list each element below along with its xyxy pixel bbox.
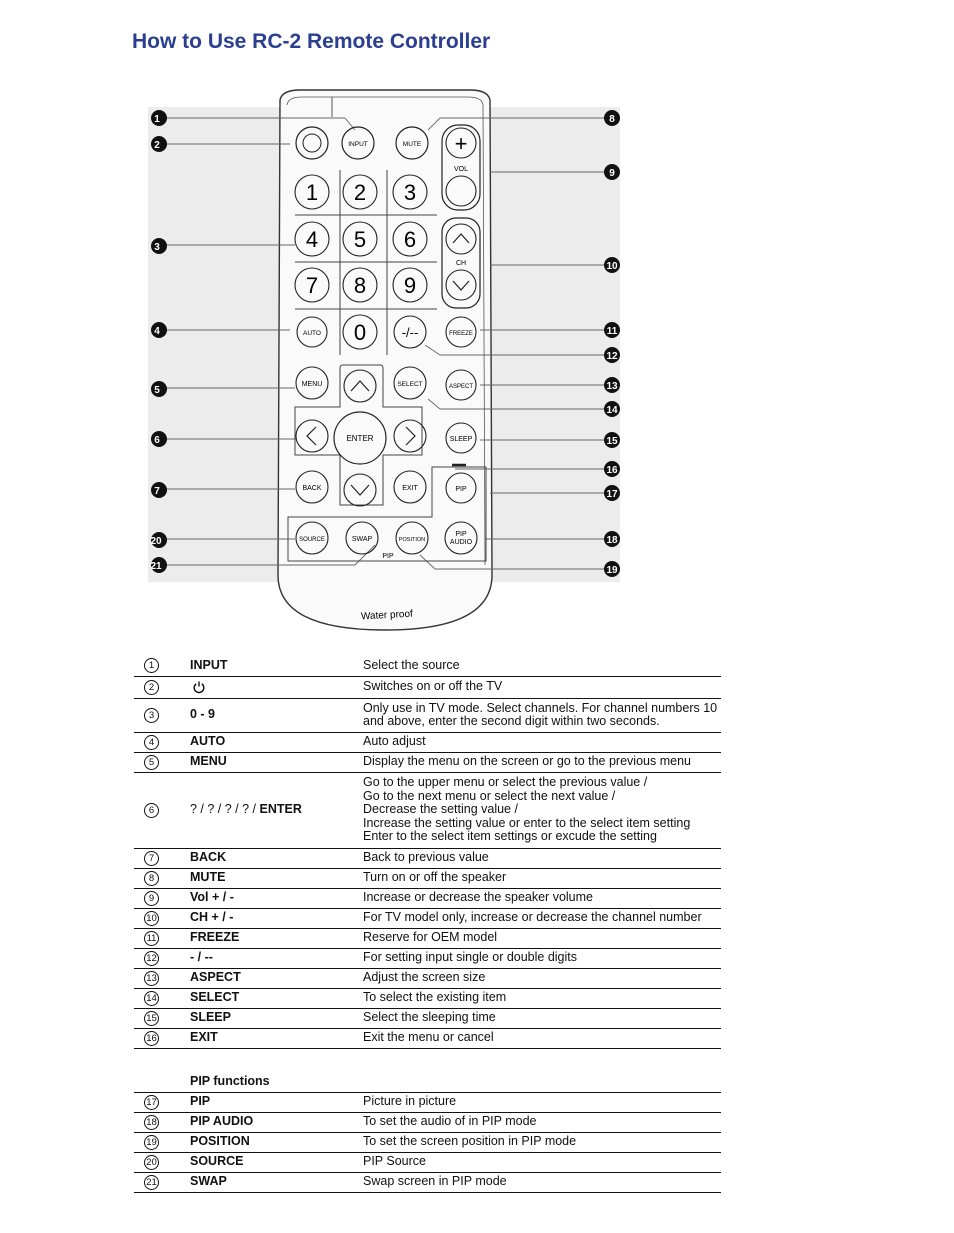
button-name: 0 - 9 (190, 707, 216, 722)
svg-text:18: 18 (606, 535, 618, 546)
svg-text:17: 17 (606, 489, 618, 500)
button-description: Swap screen in PIP mode (363, 1174, 507, 1189)
brand-label: Water proof (360, 608, 414, 623)
item-number-badge: 21 (144, 1175, 159, 1190)
button-description: Adjust the screen size (363, 970, 486, 985)
number-cell (134, 948, 190, 968)
svg-text:9: 9 (403, 273, 417, 298)
button-description: Go to the upper menu or select the previous value / Go to the next menu or select the next value / Decrease the setting value / Increase the setting value or enter to the select item setting Enter to the select item settings or excude the setting (363, 775, 691, 844)
item-number-badge: 12 (144, 951, 159, 966)
item-number-badge: 6 (144, 803, 159, 818)
button-description: Exit the menu or cancel (363, 1030, 494, 1045)
svg-text:13: 13 (606, 381, 618, 392)
number-cell (134, 868, 190, 888)
svg-text:7: 7 (154, 486, 160, 497)
svg-text:VOL: VOL (453, 166, 469, 173)
svg-text:0: 0 (353, 320, 367, 345)
svg-text:BACK: BACK (302, 485, 322, 492)
button-description: For setting input single or double digits (363, 950, 578, 965)
button-name: MENU (190, 754, 227, 769)
number-cell (134, 772, 190, 848)
table-row (134, 948, 721, 968)
number-cell (134, 848, 190, 868)
remote-diagram (140, 85, 630, 640)
svg-text:15: 15 (606, 436, 618, 447)
number-cell (134, 888, 190, 908)
svg-text:5: 5 (353, 227, 367, 252)
item-number-badge: 11 (144, 931, 159, 946)
svg-text:FREEZE: FREEZE (449, 331, 473, 337)
table-row (134, 868, 721, 888)
svg-text:EXIT: EXIT (402, 485, 418, 492)
item-number-badge: 9 (144, 891, 159, 906)
svg-text:PIP: PIP (455, 531, 467, 538)
item-number-badge: 15 (144, 1011, 159, 1026)
button-description: Select the source (363, 657, 460, 672)
item-number-badge: 3 (144, 708, 159, 723)
item-number-badge: 13 (144, 971, 159, 986)
number-cell (134, 1092, 190, 1112)
svg-text:4: 4 (154, 326, 160, 337)
svg-text:SLEEP: SLEEP (449, 436, 473, 443)
svg-text:INPUT: INPUT (348, 141, 368, 148)
button-name: PIP (190, 1094, 211, 1109)
button-name: AUTO (190, 734, 226, 749)
svg-text:14: 14 (606, 405, 618, 416)
svg-text:AUTO: AUTO (303, 330, 321, 337)
button-description: PIP Source (363, 1154, 427, 1169)
button-description: Auto adjust (363, 734, 426, 749)
number-cell (134, 1028, 190, 1048)
svg-text:+: + (454, 131, 468, 156)
item-number-badge: 4 (144, 735, 159, 750)
table-row (134, 752, 721, 772)
svg-text:6: 6 (154, 435, 160, 446)
number-cell (134, 928, 190, 948)
button-name: MUTE (190, 870, 226, 885)
svg-text:1: 1 (305, 180, 319, 205)
item-number-badge: 19 (144, 1135, 159, 1150)
item-number-badge: 7 (144, 851, 159, 866)
number-cell (134, 698, 190, 732)
svg-text:CH: CH (455, 260, 467, 267)
table-row (134, 928, 721, 948)
table-row (134, 772, 721, 848)
pip-group-label: PIP (382, 553, 394, 560)
item-number-badge: 2 (144, 680, 159, 695)
number-cell (134, 988, 190, 1008)
svg-text:POSITION: POSITION (398, 537, 426, 543)
svg-text:3: 3 (403, 180, 417, 205)
button-name: POSITION (190, 1134, 250, 1149)
table-row (134, 968, 721, 988)
svg-text:MENU: MENU (301, 381, 323, 388)
svg-text:4: 4 (305, 227, 319, 252)
table-row (134, 988, 721, 1008)
power-icon (192, 680, 206, 694)
number-cell (134, 1152, 190, 1172)
button-description: To set the screen position in PIP mode (363, 1134, 577, 1149)
item-number-badge: 18 (144, 1115, 159, 1130)
svg-text:20: 20 (150, 536, 162, 547)
svg-text:3: 3 (154, 242, 160, 253)
svg-text:1: 1 (154, 114, 160, 125)
pip-heading-row (134, 1071, 721, 1092)
number-cell (134, 1132, 190, 1152)
button-description: Only use in TV mode. Select channels. For channel numbers 10 and above, enter the second digit within two seconds. (363, 700, 718, 728)
svg-text:10: 10 (606, 261, 618, 272)
button-name: BACK (190, 850, 227, 865)
svg-text:2: 2 (154, 140, 160, 151)
button-description: Back to previous value (363, 850, 489, 865)
button-description: Select the sleeping time (363, 1010, 496, 1025)
table-row (134, 1112, 721, 1132)
number-cell (134, 1071, 190, 1092)
table-row (134, 908, 721, 928)
svg-text:AUDIO: AUDIO (449, 539, 473, 546)
table-row (134, 676, 721, 698)
svg-text:8: 8 (353, 273, 367, 298)
number-cell (134, 1112, 190, 1132)
button-description: Reserve for OEM model (363, 930, 498, 945)
svg-text:SOURCE: SOURCE (299, 537, 325, 543)
button-name: SWAP (190, 1174, 227, 1189)
item-number-badge: 5 (144, 755, 159, 770)
item-number-badge: 17 (144, 1095, 159, 1110)
button-name: SLEEP (190, 1010, 231, 1025)
number-cell (134, 1172, 190, 1192)
button-name: PIP AUDIO (190, 1114, 254, 1129)
item-number-badge: 10 (144, 911, 159, 926)
svg-text:-/--: -/-- (401, 325, 419, 340)
button-name: - / -- (190, 950, 213, 965)
table-row (134, 848, 721, 868)
button-description: Picture in picture (363, 1094, 457, 1109)
enter-button[interactable] (334, 412, 386, 464)
svg-text:ENTER: ENTER (346, 434, 374, 443)
item-number-badge: 14 (144, 991, 159, 1006)
svg-text:19: 19 (606, 565, 618, 576)
item-number-badge: 16 (144, 1031, 159, 1046)
svg-text:12: 12 (606, 351, 618, 362)
svg-text:9: 9 (609, 168, 615, 179)
number-cell (134, 655, 190, 676)
button-name: FREEZE (190, 930, 240, 945)
button-description: Turn on or off the speaker (363, 870, 507, 885)
button-spec-table (134, 655, 721, 1049)
table-row (134, 888, 721, 908)
svg-text:5: 5 (154, 385, 160, 396)
svg-text:7: 7 (305, 273, 319, 298)
pip-heading: PIP functions (190, 1073, 270, 1088)
table-row (134, 698, 721, 732)
button-description: Increase or decrease the speaker volume (363, 890, 593, 905)
button-description: Switches on or off the TV (363, 679, 503, 694)
button-name: SOURCE (190, 1154, 244, 1169)
table-row (134, 1008, 721, 1028)
button-description (363, 1071, 721, 1092)
table-row (134, 655, 721, 676)
table-row (134, 1028, 721, 1048)
svg-text:16: 16 (606, 465, 618, 476)
table-row (134, 1092, 721, 1112)
table-row (134, 1152, 721, 1172)
svg-text:11: 11 (606, 326, 618, 337)
item-number-badge: 20 (144, 1155, 159, 1170)
button-description: Display the menu on the screen or go to the previous menu (363, 754, 691, 769)
number-cell (134, 676, 190, 698)
table-row (134, 1172, 721, 1192)
number-cell (134, 968, 190, 988)
table-row (134, 1132, 721, 1152)
item-number-badge: 8 (144, 871, 159, 886)
svg-text:8: 8 (609, 114, 615, 125)
svg-text:PIP: PIP (455, 486, 467, 493)
table-row (134, 732, 721, 752)
button-name: ASPECT (190, 970, 241, 985)
number-cell (134, 1008, 190, 1028)
button-name: CH + / - (190, 910, 234, 925)
svg-text:6: 6 (403, 227, 417, 252)
svg-text:SELECT: SELECT (397, 381, 423, 388)
button-description: To select the existing item (363, 990, 507, 1005)
number-cell (134, 752, 190, 772)
svg-text:ASPECT: ASPECT (448, 384, 474, 390)
number-cell (134, 908, 190, 928)
svg-text:21: 21 (150, 561, 162, 572)
button-name: Vol + / - (190, 890, 234, 905)
button-name (190, 676, 363, 698)
pip-spec-table (134, 1071, 721, 1193)
button-name: EXIT (190, 1030, 218, 1045)
button-name: SELECT (190, 990, 240, 1005)
svg-text:MUTE: MUTE (402, 141, 422, 148)
page-title: How to Use RC-2 Remote Controller (132, 30, 491, 53)
button-description: To set the audio of in PIP mode (363, 1114, 537, 1129)
svg-text:SWAP: SWAP (351, 536, 373, 543)
item-number-badge: 1 (144, 658, 159, 673)
svg-text:2: 2 (353, 180, 367, 205)
number-cell (134, 732, 190, 752)
button-description: For TV model only, increase or decrease the channel number (363, 910, 702, 925)
button-name: INPUT (190, 657, 228, 672)
button-name: ? / ? / ? / ? / ENTER (190, 802, 302, 817)
